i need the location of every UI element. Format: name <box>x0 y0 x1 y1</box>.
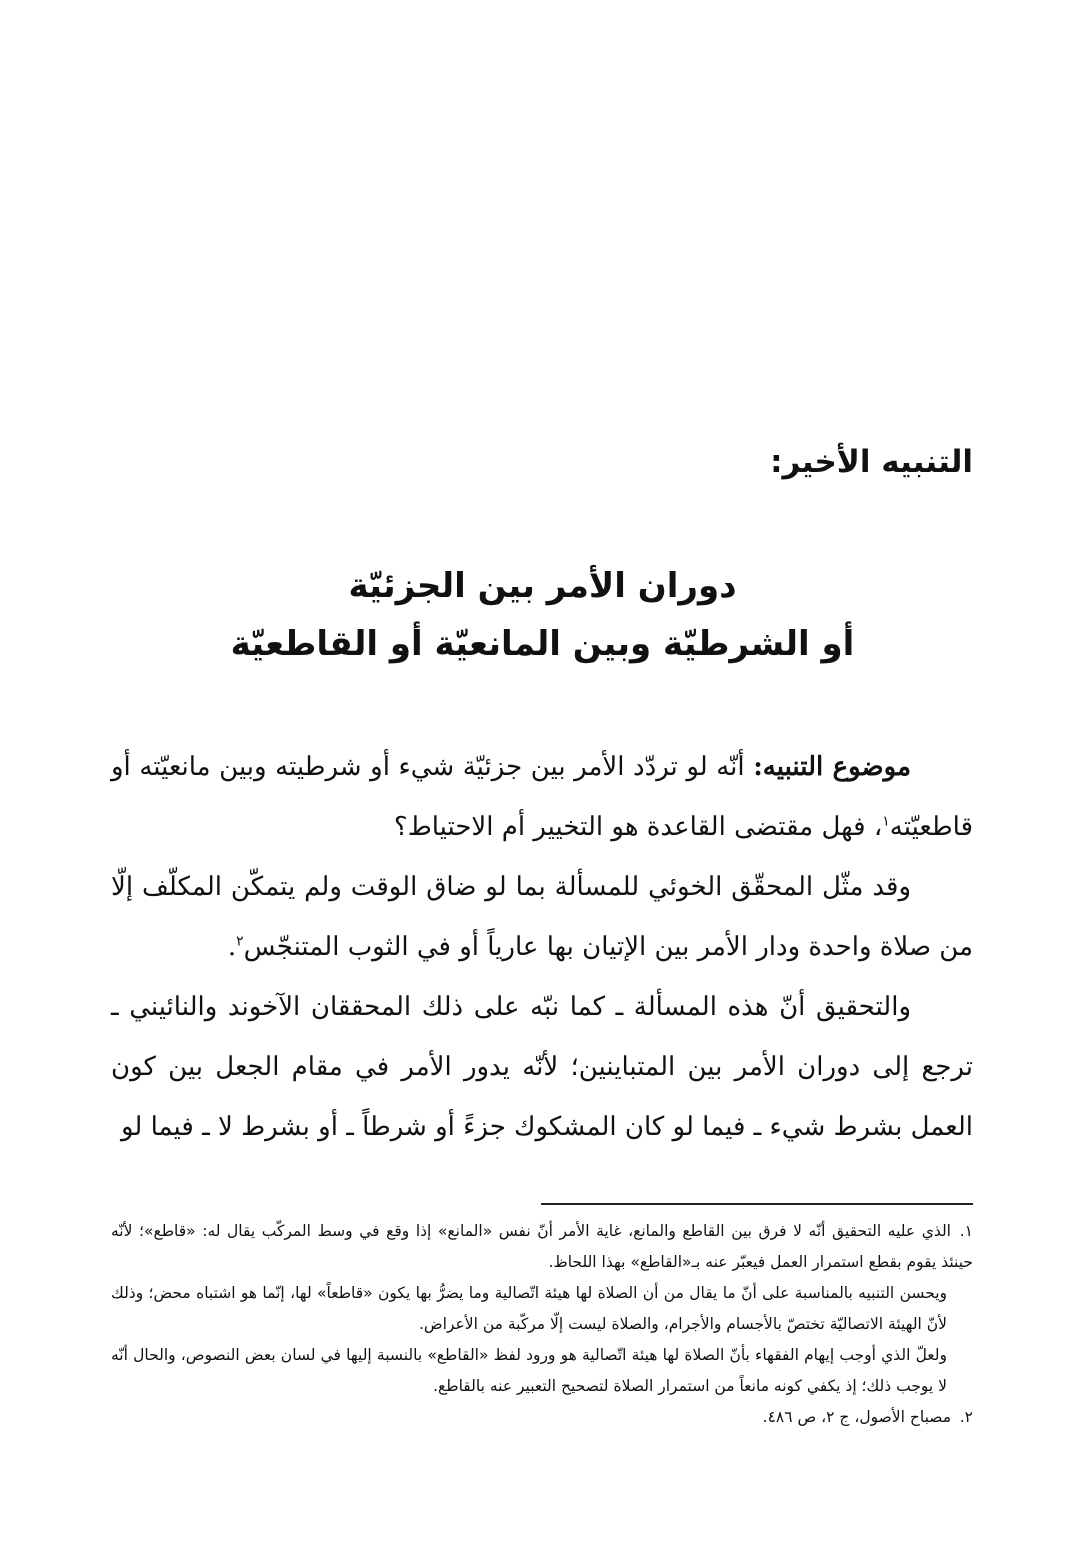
paragraph-2 <box>111 857 973 977</box>
footnotes <box>111 1216 973 1433</box>
paragraph-1-text-a: أنّه لو تردّد الأمر بين جزئيّة شيء أو شرطيته وبين مانعيّته أو قاطعيّته <box>111 752 973 842</box>
footnote-2 <box>111 1402 973 1433</box>
section-label: التنبيه الأخير: <box>770 444 973 480</box>
footnote-1-continued-b: ويحسن التنبيه بالمناسبة على أنّ ما يقال من أن الصلاة لها هيئة اتّصالية وما يضرُّ بها يكون «قاطعاً» لها، إنّما هو اشتباه محض؛ وذلك لأنّ الهيئة الاتصاليّة تختصّ بالأجسام والأجرام، والصلاة ليست إلّا مركّبة من الأعراض. <box>111 1284 947 1333</box>
chapter-title <box>150 557 935 673</box>
body-text <box>111 737 973 1157</box>
paragraph-2-text: وقد مثّل المحقّق الخوئي للمسألة بما لو ضاق الوقت ولم يتمكّن المكلّف إلّا من صلاة واحدة ودار الأمر بين الإتيان بها عارياً أو في الثوب المتنجّس <box>111 872 973 962</box>
paragraph-1 <box>111 737 973 857</box>
paragraph-3: والتحقيق أنّ هذه المسألة ـ كما نبّه على ذلك المحققان الآخوند والنائيني ـ ترجع إلى دوران الأمر بين المتباينين؛ لأنّه يدور الأمر في مقام الجعل بين كون العمل بشرط شيء ـ فيما لو كان المشكوك جزءً أو شرطاً ـ أو بشرط لا ـ فيما لو <box>111 992 973 1142</box>
footnote-1-text-a: الذي عليه التحقيق أنّه لا فرق بين القاطع والمانع، غاية الأمر أنّ نفس «المانع» إذا وقع في وسط المركّب يقال له: «قاطع»؛ لأنّه حينئذ يقوم بقطع استمرار العمل فيعبّر عنه بـ«القاطع» بهذا اللحاظ. <box>111 1222 973 1271</box>
footnote-ref-1[interactable]: ١ <box>882 813 890 830</box>
paragraph-1-lead: موضوع التنبيه: <box>753 752 911 782</box>
paragraph-1-text-b: ، فهل مقتضى القاعدة هو التخيير أم الاحتياط؟ <box>393 812 883 842</box>
footnote-2-number: ٢. <box>959 1408 973 1426</box>
paragraph-2-end: . <box>227 932 237 962</box>
footnote-2-text: مصباح الأصول، ج ٢، ص ٤٨٦. <box>762 1408 951 1426</box>
footnote-1 <box>111 1216 973 1278</box>
footnote-separator <box>541 1203 973 1205</box>
footnote-ref-2[interactable]: ٢ <box>236 933 244 950</box>
footnote-1-continued-c: ولعلّ الذي أوجب إيهام الفقهاء بأنّ الصلاة لها هيئة اتّصالية هو ورود لفظ «القاطع» بالنسبة إليها في لسان بعض النصوص، والحال أنّه لا يوجب ذلك؛ إذ يكفي كونه مانعاً من استمرار الصلاة لتصحيح التعبير عنه بالقاطع. <box>111 1346 947 1395</box>
chapter-title-line-1: دوران الأمر بين الجزئيّة <box>348 566 737 606</box>
chapter-title-line-2: أو الشرطيّة وبين المانعيّة أو القاطعيّة <box>230 624 855 664</box>
footnote-1-number: ١. <box>959 1222 973 1240</box>
